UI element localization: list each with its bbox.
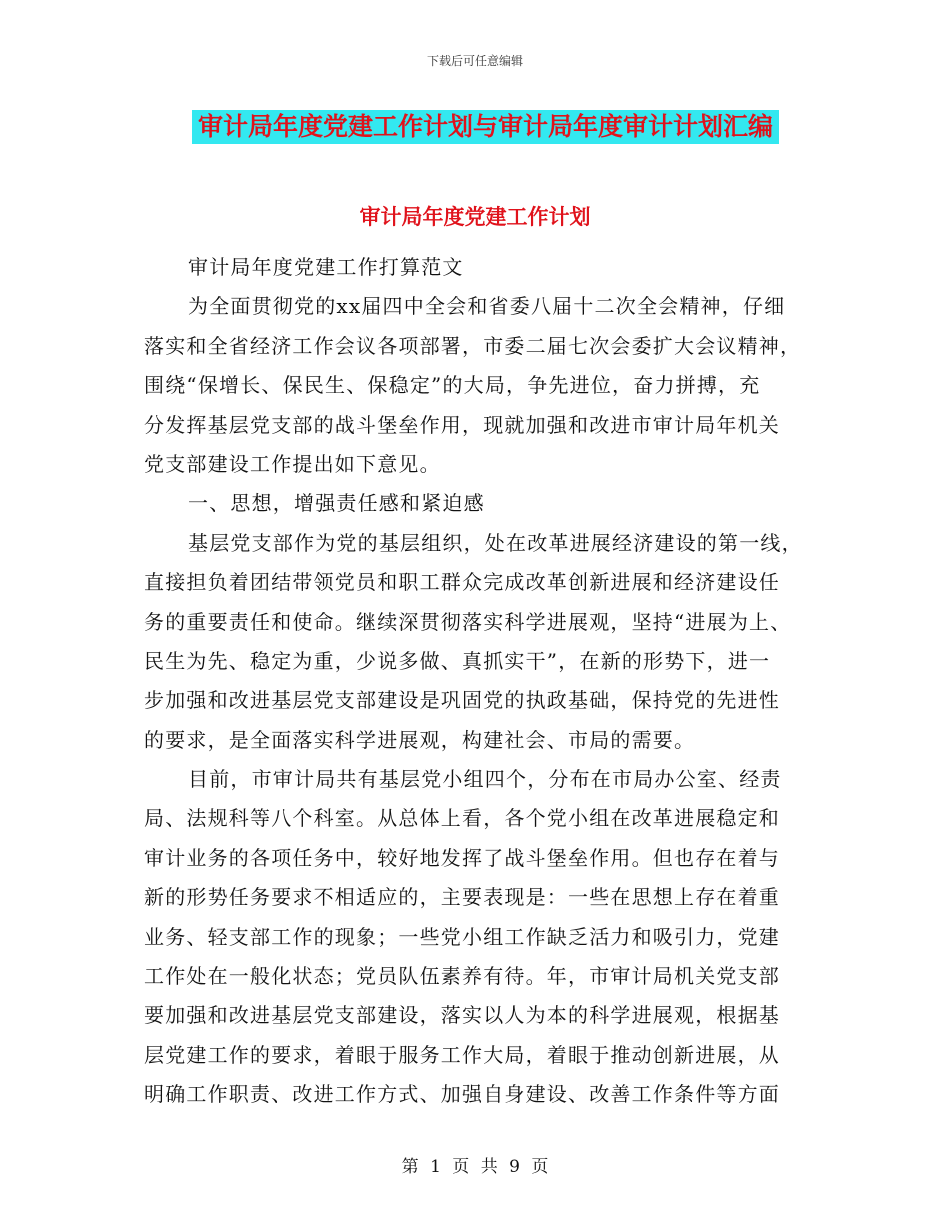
document-body [144,248,812,1115]
header-note: 下载后可任意编辑 [426,54,523,68]
page-footer: 第 1 页 共 9 页 [401,1157,549,1177]
paragraph-line: 步加强和改进基层党支部建设是巩固党的执政基础，保持党的先进性 [144,688,780,713]
paragraph-line: 新的形势任务要求不相适应的，主要表现是：一些在思想上存在着重 [144,885,780,910]
paragraph-line: 工作处在一般化状态；党员队伍素养有待。年，市审计局机关党支部 [144,964,780,989]
paragraph-line: 局、法规科等八个科室。从总体上看，各个党小组在改革进展稳定和 [144,806,780,831]
paragraph-line: 为全面贯彻党的xx届四中全会和省委八届十二次全会精神，仔细 [188,294,786,319]
paragraph-line: 直接担负着团结带领党员和职工群众完成改革创新进展和经济建设任 [144,570,780,595]
paragraph-line: 审计业务的各项任务中，较好地发挥了战斗堡垒作用。但也存在着与 [144,845,780,870]
section-title: 审计局年度党建工作计划 [359,205,591,229]
paragraph-line: 围绕“保增长、保民生、保稳定”的大局，争先进位，奋力拼搏，充 [144,373,761,398]
paragraph-line: 业务、轻支部工作的现象；一些党小组工作缺乏活力和吸引力，党建 [144,924,780,949]
paragraph-line: 目前，市审计局共有基层党小组四个，分布在市局办公室、经责 [188,767,782,792]
paragraph-line: 层党建工作的要求，着眼于服务工作大局，着眼于推动创新进展，从 [144,1042,780,1067]
document-main-title: 审计局年度党建工作计划与审计局年度审计计划汇编 [192,110,779,144]
paragraph-line: 务的重要责任和使命。继续深贯彻落实科学进展观，坚持“进展为上、 [144,609,792,634]
paragraph-line: 民生为先、稳定为重，少说多做、真抓实干”，在新的形势下，进一 [144,648,771,673]
paragraph-line: 明确工作职责、改进工作方式、加强自身建设、改善工作条件等方面 [144,1082,780,1107]
paragraph-line: 党支部建设工作提出如下意见。 [144,451,441,476]
paragraph-line: 分发挥基层党支部的战斗堡垒作用，现就加强和改进市审计局年机关 [144,412,780,437]
paragraph-line: 的要求，是全面落实科学进展观，构建社会、市局的需要。 [144,727,696,752]
paragraph-line: 要加强和改进基层党支部建设，落实以人为本的科学进展观，根据基 [144,1003,780,1028]
paragraph-line: 基层党支部作为党的基层组织，处在改革进展经济建设的第一线， [188,530,803,555]
section-heading: 一、思想，增强责任感和紧迫感 [188,491,485,516]
paragraph-heading: 审计局年度党建工作打算范文 [188,255,464,279]
paragraph-line: 落实和全省经济工作会议各项部署，市委二届七次会委扩大会议精神， [144,333,802,358]
